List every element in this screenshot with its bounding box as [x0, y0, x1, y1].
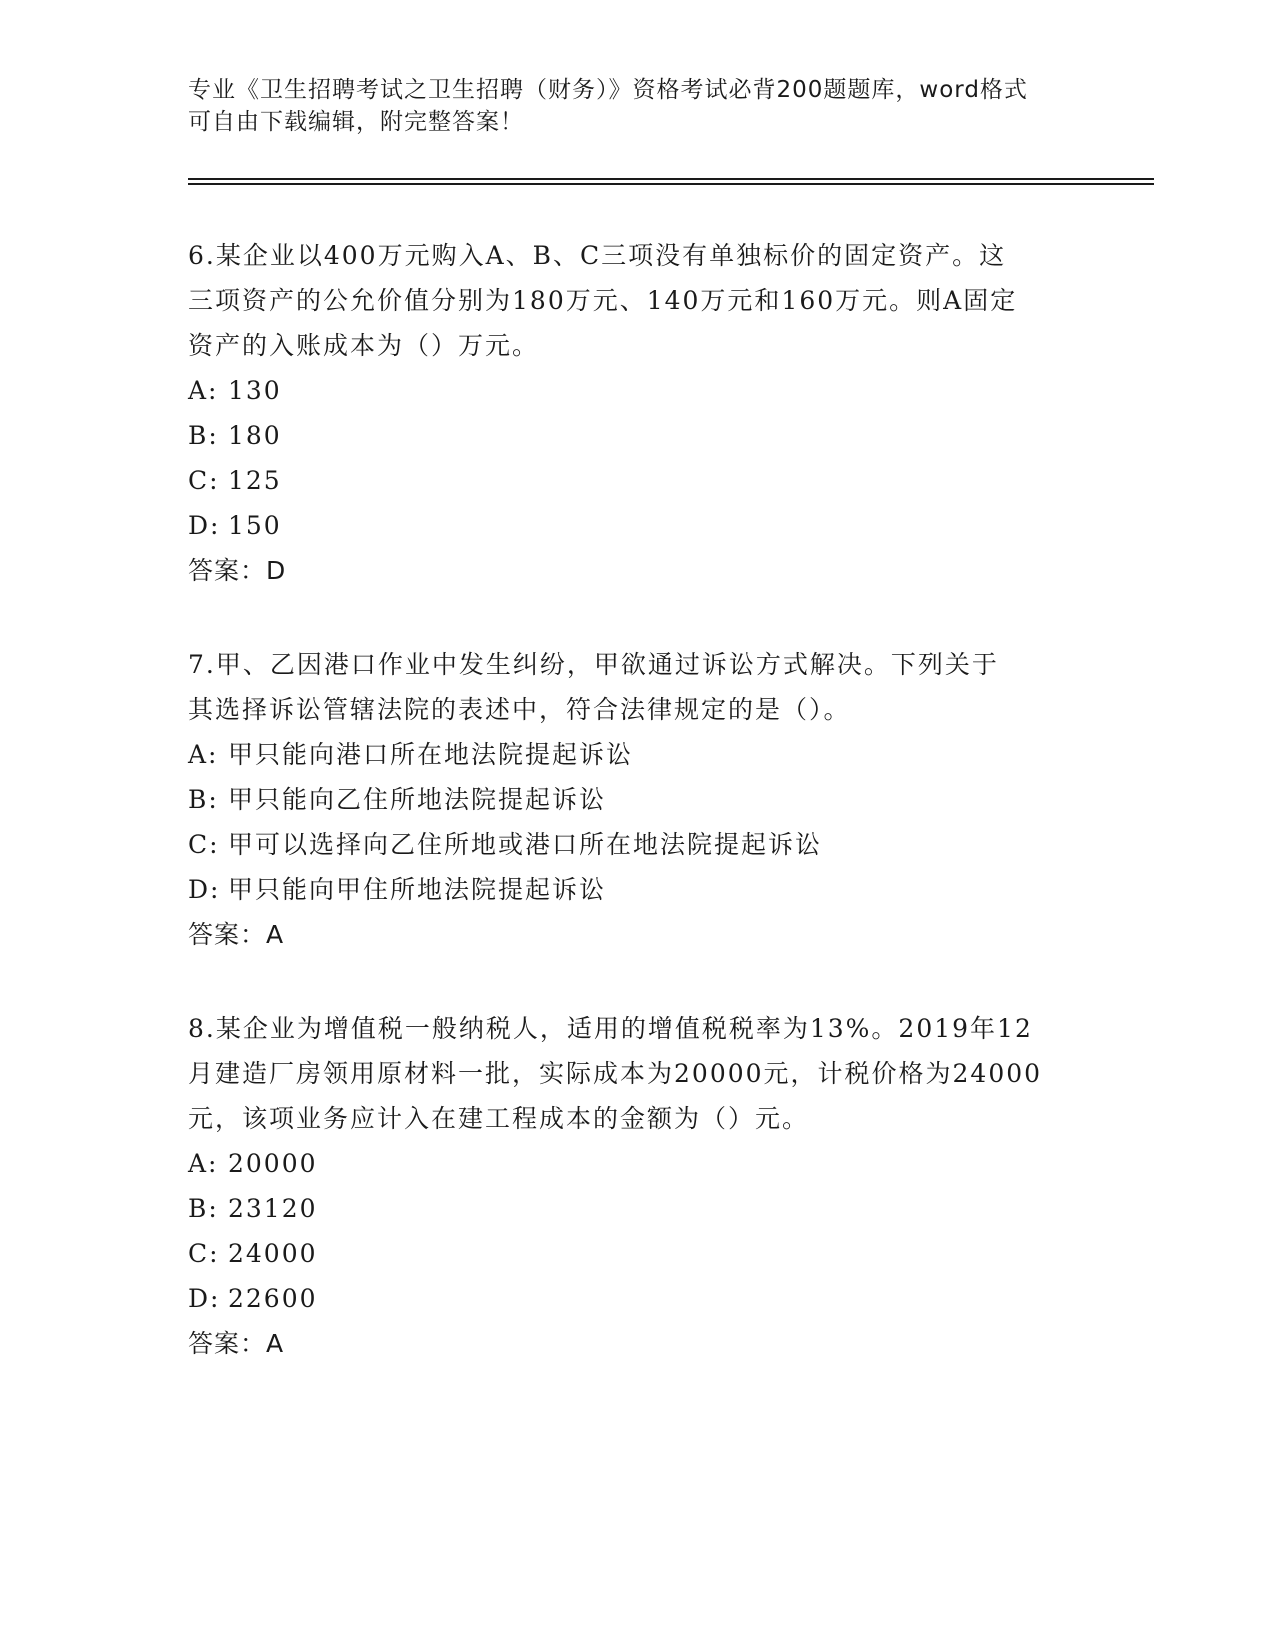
- option-c: [188, 458, 1108, 503]
- option-c: [188, 1231, 1108, 1276]
- question-text-line: 8.某企业为增值税一般纳税人，适用的增值税税率为13%。2019年12: [188, 1014, 1033, 1043]
- option-letter: B:: [188, 785, 219, 814]
- option-letter: D:: [188, 511, 221, 540]
- option-text: 23120: [228, 1194, 318, 1223]
- option-letter: A:: [188, 740, 219, 769]
- option-text: 甲可以选择向乙住所地或港口所在地法院提起诉讼: [228, 830, 823, 859]
- option-a: [188, 1141, 1108, 1186]
- option-text: 20000: [228, 1149, 318, 1178]
- question-text-line: 其选择诉讼管辖法院的表述中，符合法律规定的是（）。: [188, 695, 851, 724]
- option-text: 125: [228, 466, 282, 495]
- option-b: [188, 777, 1108, 822]
- option-b: [188, 413, 1108, 458]
- question-text-line: 三项资产的公允价值分别为180万元、140万元和160万元。则A固定: [188, 286, 1018, 315]
- answer-line: 答案：D: [188, 556, 287, 585]
- option-letter: B:: [188, 421, 219, 450]
- header-line-1: 专业《卫生招聘考试之卫生招聘（财务）》资格考试必背200题题库，word格式: [188, 77, 1028, 103]
- header-divider-bottom: [188, 183, 1154, 185]
- option-a: [188, 368, 1108, 413]
- option-letter: C:: [188, 466, 220, 495]
- option-d: [188, 503, 1108, 548]
- option-b: [188, 1186, 1108, 1231]
- question-7: [188, 642, 1108, 957]
- question-text-line: 元，该项业务应计入在建工程成本的金额为（）元。: [188, 1104, 810, 1133]
- question-text-line: 6.某企业以400万元购入A、B、C三项没有单独标价的固定资产。这: [188, 241, 1007, 270]
- question-text-line: 月建造厂房领用原材料一批，实际成本为20000元，计税价格为24000: [188, 1059, 1043, 1088]
- option-letter: D:: [188, 875, 221, 904]
- header-divider-top: [188, 178, 1154, 180]
- document-header: [188, 74, 1088, 138]
- option-text: 130: [228, 376, 282, 405]
- option-d: [188, 1276, 1108, 1321]
- answer-line: 答案：A: [188, 920, 285, 949]
- answer-line: 答案：A: [188, 1329, 285, 1358]
- option-text: 24000: [228, 1239, 318, 1268]
- header-line-2: 可自由下载编辑，附完整答案！: [188, 109, 524, 135]
- option-letter: B:: [188, 1194, 219, 1223]
- option-a: [188, 732, 1108, 777]
- option-text: 甲只能向乙住所地法院提起诉讼: [228, 785, 607, 814]
- option-text: 22600: [228, 1284, 318, 1313]
- question-text-line: 7.甲、乙因港口作业中发生纠纷，甲欲通过诉讼方式解决。下列关于: [188, 650, 999, 679]
- option-letter: A:: [188, 1149, 219, 1178]
- option-letter: C:: [188, 830, 220, 859]
- question-8: [188, 1006, 1108, 1366]
- question-6: [188, 233, 1108, 593]
- option-letter: C:: [188, 1239, 220, 1268]
- option-letter: A:: [188, 376, 219, 405]
- option-c: [188, 822, 1108, 867]
- option-text: 甲只能向港口所在地法院提起诉讼: [228, 740, 634, 769]
- option-text: 150: [228, 511, 282, 540]
- option-d: [188, 867, 1108, 912]
- question-text-line: 资产的入账成本为（）万元。: [188, 331, 540, 360]
- option-text: 180: [228, 421, 282, 450]
- option-text: 甲只能向甲住所地法院提起诉讼: [228, 875, 607, 904]
- option-letter: D:: [188, 1284, 221, 1313]
